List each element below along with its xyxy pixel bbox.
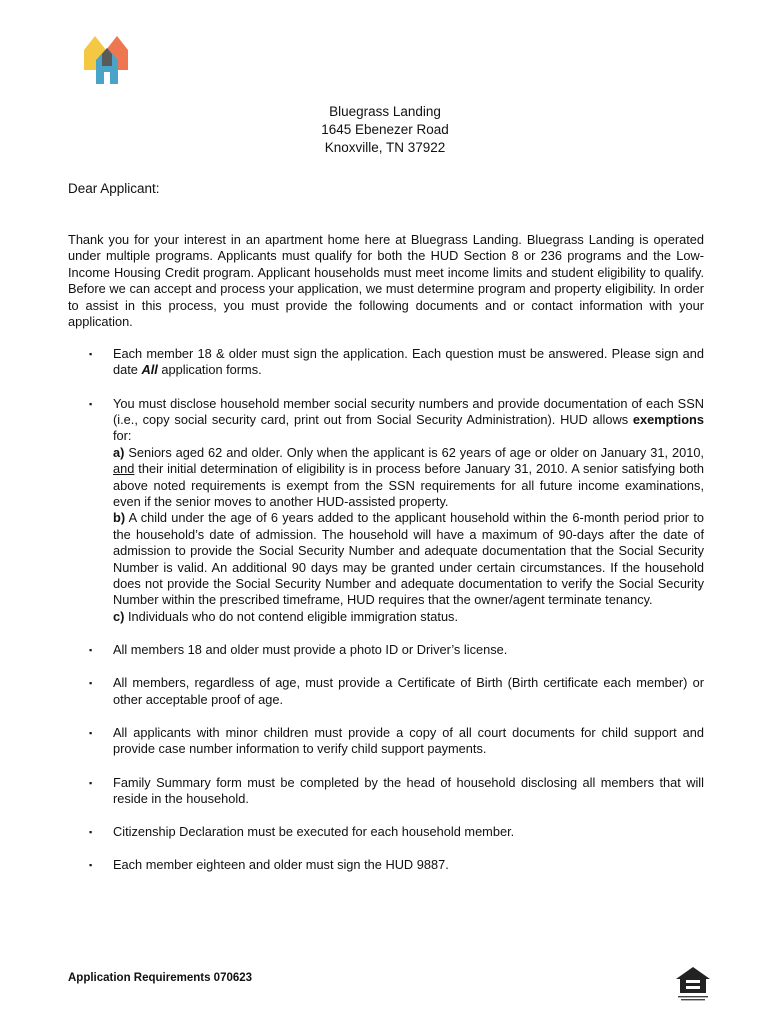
bullet-icon: ▪ [89, 777, 93, 788]
footer-label: Application Requirements 070623 [68, 972, 253, 984]
list-item: ▪ All applicants with minor children must provide a copy of all court documents for child support and provide case number information to verify child support payments. [89, 724, 704, 757]
list-item: ▪ Each member eighteen and older must sign the HUD 9887. [89, 857, 449, 873]
list-item: ▪ Family Summary form must be completed by the head of household disclosing all members that will reside in the household. [89, 774, 704, 806]
bullet-icon: ▪ [89, 678, 93, 689]
bullet-icon: ▪ [89, 827, 93, 838]
bullet-icon: ▪ [89, 349, 93, 359]
emphasis-all: All [141, 362, 158, 378]
city-state-zip: Knoxville, TN 37922 [324, 140, 446, 155]
list-item: ▪ All members, regardless of age, must provide a Certificate of Birth (Birth certificate each member) or other acceptable proof of age. [89, 675, 704, 707]
requirements-list [68, 346, 704, 891]
exemption-b: b) A child under the age of 6 years added to the applicant household within the 6-month period prior to the household’s date of admission. The household will have a maximum of 90-days after the date of admission to provide the Social Security Number and adequate documentation that the Social Security Number is valid. An additional 90 days may be granted under certain circumstances. If the household does not provide the Social Security Number and adequate documentation to verify the Social Security Number within the prescribed timeframe, HUD requires that the owner/agent terminate tenancy. [113, 510, 704, 608]
street-address: 1645 Ebenezer Road [321, 122, 449, 137]
list-item: ▪ Citizenship Declaration must be executed for each household member. [89, 824, 515, 840]
property-address [0, 103, 770, 157]
intro-paragraph: Thank you for your interest in an apartment home here at Bluegrass Landing. Bluegrass Landing is operated under multiple programs. Applicants must qualify for both the HUD Section 8 or 236 programs and the Low-Income Housing Credit program. Applicant households must meet income limits and student eligibility to qualify. Before we can accept and process your application, we must determine program and property eligibility. In order to assist in this process, you must provide the following documents and or contact information with your application. [68, 232, 704, 330]
salutation: Dear Applicant: [68, 181, 160, 196]
equal-housing-opportunity-icon [672, 965, 714, 1003]
list-item: ▪ Each member 18 & older must sign the application. Each question must be answered. Please sign and date All application forms. [89, 346, 704, 378]
bullet-icon: ▪ [89, 727, 93, 738]
list-item: ▪ All members 18 and older must provide a photo ID or Driver’s license. [89, 642, 508, 658]
exemption-a: a) Seniors aged 62 and older. Only when the applicant is 62 years of age or older on January 31, 2010, and their initial determination of eligibility is in process before January 31, 2010. A senior satisfying both above noted requirements is exempt from the SSN requirements for all future income examinations, even if the senior moves to another HUD-assisted property. [113, 444, 704, 510]
bullet-icon: ▪ [89, 645, 93, 656]
bluegrass-landing-logo [82, 30, 138, 86]
bullet-icon: ▪ [89, 398, 93, 409]
exemption-c: c) Individuals who do not contend eligible immigration status. [113, 608, 459, 624]
property-name: Bluegrass Landing [329, 104, 441, 119]
list-item: ▪ You must disclose household member social security numbers and provide documentation of each SSN (i.e., copy social security card, print out from Social Security Administration). HUD allows exemptions for: a) Seniors aged 62 and older. Only when the applicant is 62 years of age or older on January 31, 2010, and their initial determination of eligibility is in process before January 31, 2010. A senior satisfying both above noted requirements is exempt from the SSN requirements for all future income examinations, even if the senior moves to another HUD-assisted property. b) A child under the age of 6 years added to the applicant household within the 6-month period prior to the household’s date of admission. The household will have a maximum of 90-days after the date of admission to provide the Social Security Number and adequate documentation that the Social Security Number is valid. An additional 90 days may be granted under certain circumstances. If the household does not provide the Social Security Number and adequate documentation to verify the Social Security Number within the prescribed timeframe, HUD requires that the owner/agent terminate tenancy. c) Individuals who do not contend eligible immigration status. [89, 395, 704, 624]
bullet-icon: ▪ [89, 860, 93, 871]
